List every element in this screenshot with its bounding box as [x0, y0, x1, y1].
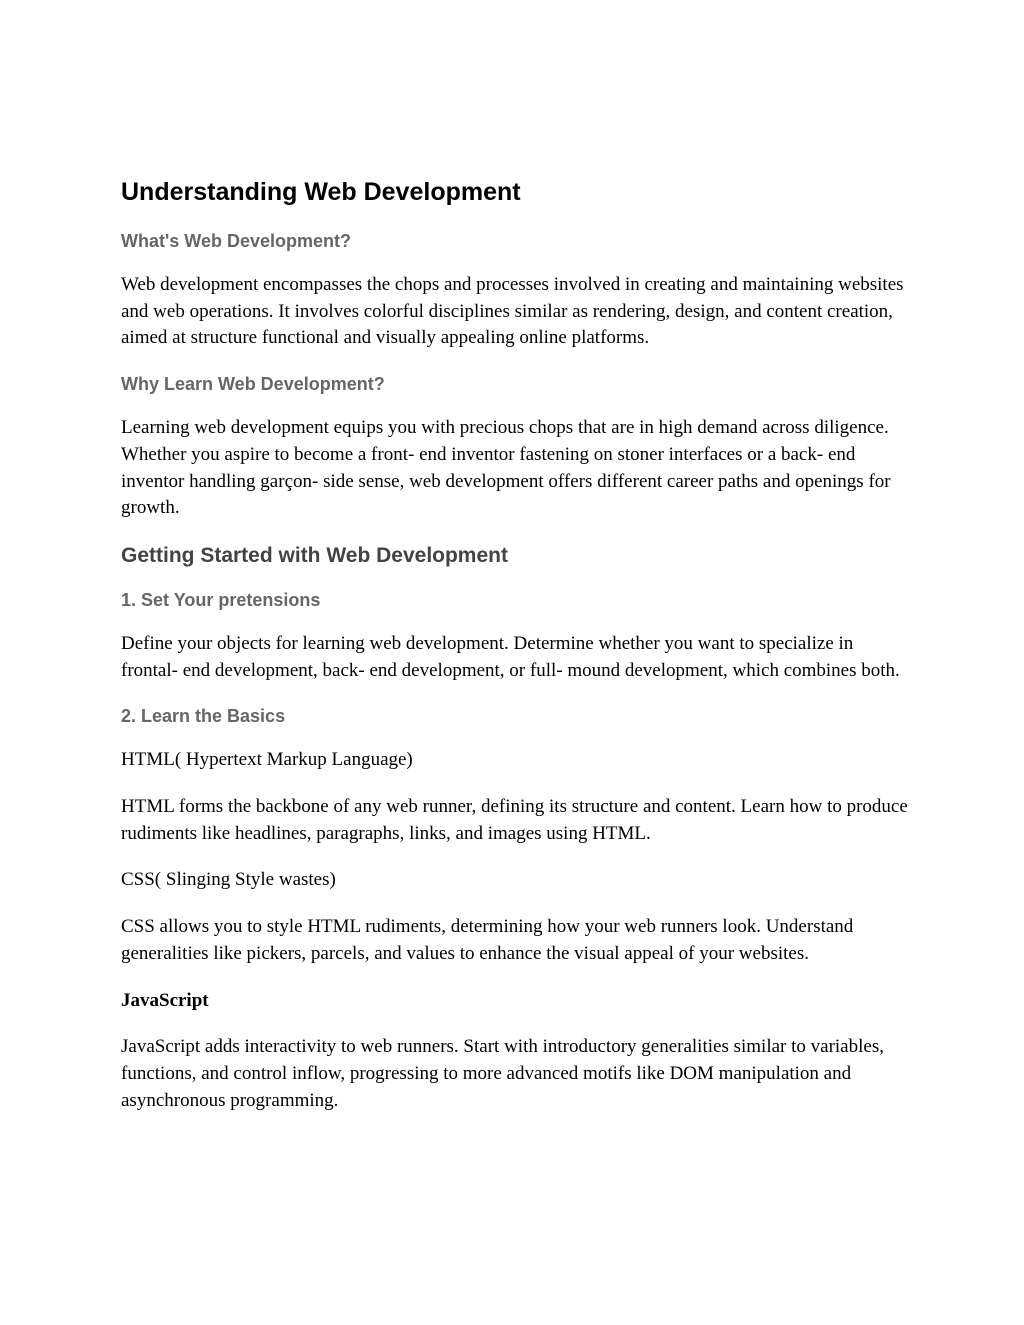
heading-getting-started: Getting Started with Web Development [121, 543, 508, 567]
paragraph-html-label: HTML( Hypertext Markup Language) [121, 749, 413, 771]
heading-why-learn: Why Learn Web Development? [121, 374, 385, 395]
document-page [121, 176, 911, 1134]
paragraph-css-label: CSS( Slinging Style wastes) [121, 869, 336, 891]
heading-learn-basics: 2. Learn the Basics [121, 706, 286, 727]
document-title: Understanding Web Development [121, 178, 521, 206]
paragraph-why-learn: Learning web development equips you with precious chops that are in high demand across diligence. Whether you aspire to become a front- end inventor fastening on stoner interfaces or a back- end inventor handling garçon- side sense, web development offers different career paths and openings for growth. [121, 417, 891, 519]
paragraph-set-pretensions: Define your objects for learning web development. Determine whether you want to specialize in frontal- end development, back- end development, or full- mound development, which combines both. [121, 632, 900, 681]
paragraph-javascript-description: JavaScript adds interactivity to web runners. Start with introductory generalities similar to variables, functions, and control inflow, progressing to more advanced motifs like DOM manipulation and asynchronous programming. [121, 1036, 884, 1111]
paragraph-html-description: HTML forms the backbone of any web runner, defining its structure and content. Learn how to produce rudiments like headlines, paragraphs, links, and images using HTML. [121, 796, 908, 844]
heading-whats-web-development: What's Web Development? [121, 231, 351, 251]
heading-set-pretensions: 1. Set Your pretensions [121, 589, 321, 610]
paragraph-javascript-label: JavaScript [121, 989, 209, 1011]
paragraph-css-description: CSS allows you to style HTML rudiments, determining how your web runners look. Understand generalities like pickers, parcels, and values to enhance the visual appeal of your websites. [121, 916, 854, 964]
paragraph-web-development-definition: Web development encompasses the chops and processes involved in creating and maintaining websites and web operations. It involves colorful disciplines similar as rendering, design, and content creation, aimed at structure functional and visually appealing online platforms. [121, 274, 904, 349]
